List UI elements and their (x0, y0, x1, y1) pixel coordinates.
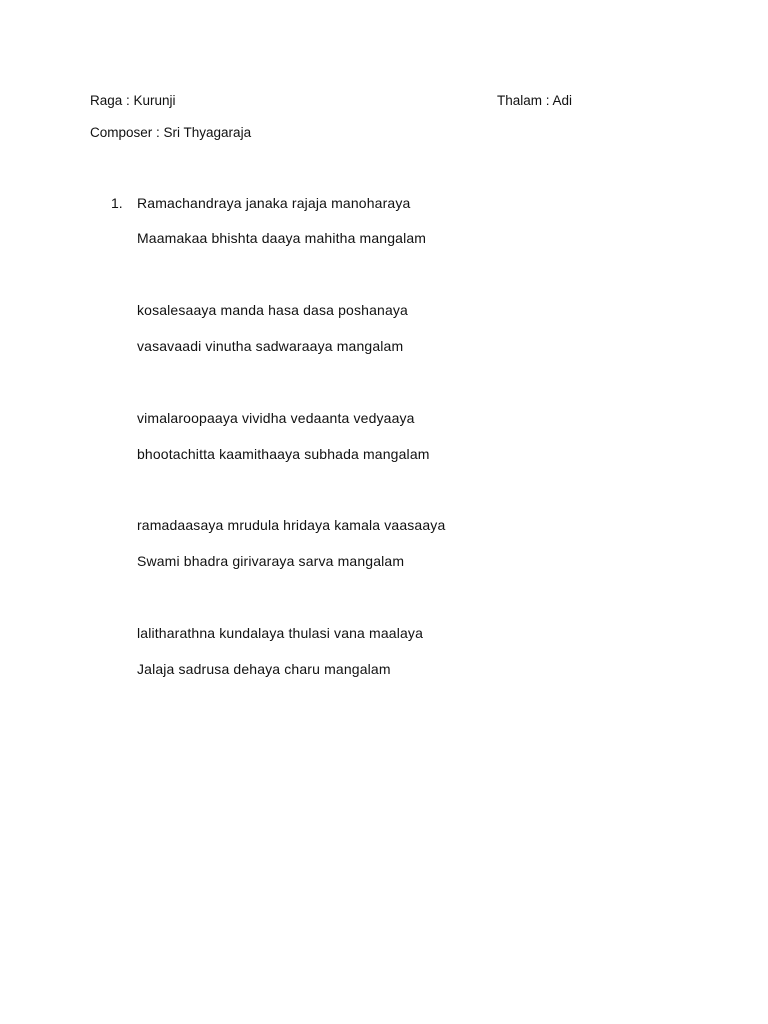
verse-line: Maamakaa bhishta daaya mahitha mangalam (137, 230, 427, 246)
verse-line: lalitharathna kundalaya thulasi vana maalaya (137, 625, 424, 641)
verse-line: vasavaadi vinutha sadwaraaya mangalam (137, 338, 404, 354)
thalam-label: Thalam : Adi (497, 93, 573, 108)
verse-line: bhootachitta kaamithaaya subhada mangalam (137, 446, 430, 462)
verse-line: vimalaroopaaya vividha vedaanta vedyaaya (137, 410, 415, 426)
composer-label: Composer : Sri Thyagaraja (90, 125, 252, 140)
verse-line: ramadaasaya mrudula hridaya kamala vaasaaya (137, 517, 446, 533)
raga-label: Raga : Kurunji (90, 93, 176, 108)
verse-line: kosalesaaya manda hasa dasa poshanaya (137, 302, 408, 318)
verse-line: Ramachandraya janaka rajaja manoharaya (137, 195, 411, 211)
verse-line: Swami bhadra girivaraya sarva mangalam (137, 553, 405, 569)
list-number: 1. (111, 195, 123, 211)
verse-line: Jalaja sadrusa dehaya charu mangalam (137, 661, 391, 677)
